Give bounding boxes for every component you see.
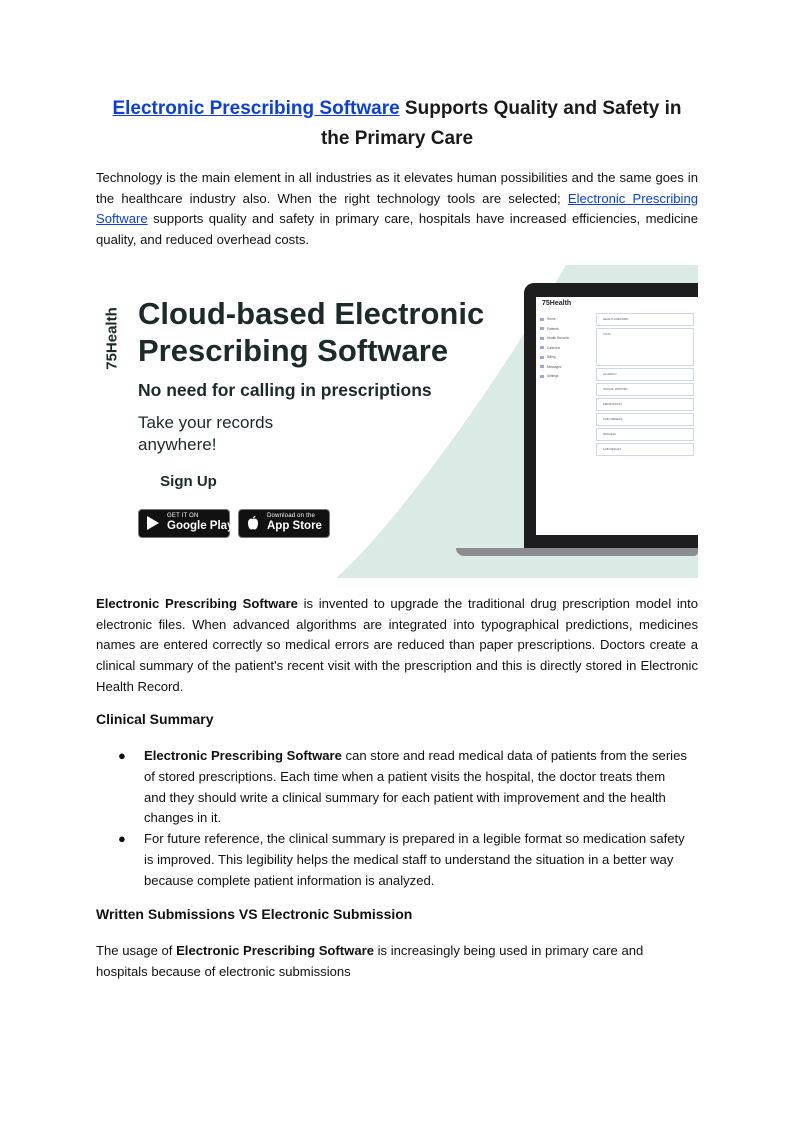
- brand-name: 75Health: [103, 307, 121, 370]
- banner-tagline-line2: anywhere!: [138, 435, 217, 454]
- written-submissions-heading: Written Submissions VS Electronic Submission: [96, 906, 413, 922]
- intro-paragraph: [96, 168, 698, 251]
- screen-side-item: Settings: [540, 374, 595, 384]
- body-paragraph: [96, 594, 698, 698]
- banner-tagline: [138, 412, 273, 456]
- screen-side-item: Home: [540, 317, 595, 327]
- screen-card: SOCIAL HISTORY: [596, 383, 694, 396]
- bullet-icon: ●: [118, 831, 126, 847]
- page-title: [96, 94, 698, 154]
- list-item: [96, 746, 698, 829]
- apple-icon: [245, 515, 261, 531]
- signup-button[interactable]: Sign Up: [138, 468, 239, 495]
- screen-card: ALLERGY: [596, 368, 694, 381]
- title-rest: Supports Quality and Safety in the Primary Care: [320, 98, 682, 149]
- screen-card: IMAGING: [596, 428, 694, 441]
- screen-side-item: Calendar: [540, 346, 595, 356]
- bullet1-bold: Electronic Prescribing Software: [144, 748, 342, 763]
- clinical-bullet-list: [96, 746, 698, 892]
- screen-sidebar: [540, 317, 595, 384]
- written-bold: Electronic Prescribing Software: [176, 943, 374, 958]
- apple-big-text: App Store: [267, 520, 322, 532]
- intro-text-before: Technology is the main element in all industries as it elevates human possibilities and the same goes in the healthcare industry also. When the right technology tools are selected;: [96, 170, 698, 206]
- screen-card: LAB ORDERS: [596, 413, 694, 426]
- bullet1-text: can store and read medical data of patients from the series of stored prescriptions. Each time when a patient visits the hospital, the doctor treats them and they should write a clinical summary for each patient with improvement and the health changes in it.: [144, 748, 687, 826]
- banner-headline: [138, 295, 484, 369]
- screen-side-item: Messages: [540, 365, 595, 375]
- screen-logo: 75Health: [542, 300, 572, 307]
- screen-card: MEDICATION: [596, 398, 694, 411]
- screen-side-item: Patients: [540, 327, 595, 337]
- bullet-icon: ●: [118, 748, 126, 763]
- screen-side-item: Billing: [540, 355, 595, 365]
- brand-logo: [98, 290, 126, 400]
- laptop-mockup: [524, 283, 698, 549]
- banner-headline-line2: Prescribing Software: [138, 333, 449, 368]
- banner-tagline-line1: Take your records: [138, 413, 274, 432]
- screen-main: [596, 313, 694, 469]
- promo-banner: [96, 265, 698, 578]
- app-store-badge[interactable]: [238, 509, 330, 538]
- list-item: [96, 829, 698, 891]
- screen-side-item: Health Records: [540, 336, 595, 346]
- bullet2-text: For future reference, the clinical summary is prepared in a legible format so medication safety is improved. This legibility helps the medical staff to understand the situation in a better way because complete patient information is analyzed.: [144, 831, 685, 888]
- intro-text-after: supports quality and safety in primary care, hospitals have increased efficiencies, medicine quality, and reduced overhead costs.: [96, 211, 698, 248]
- laptop-screen: [536, 297, 698, 535]
- title-link[interactable]: Electronic Prescribing Software: [112, 98, 400, 119]
- intro-link[interactable]: Electronic Prescribing Software: [96, 190, 699, 227]
- screen-card: VITAL: [596, 328, 694, 366]
- screen-card: LAB RESULT: [596, 443, 694, 456]
- laptop-base: [456, 548, 698, 556]
- written-text-before: The usage of: [96, 943, 177, 958]
- screen-card: HEALTH RECORD: [596, 313, 694, 326]
- clinical-summary-heading: Clinical Summary: [96, 711, 214, 727]
- apple-small-text: Download on the: [267, 513, 316, 519]
- banner-headline-line1: Cloud-based Electronic: [138, 296, 485, 331]
- para2-bold: Electronic Prescribing Software: [96, 596, 298, 611]
- written-text-after: is increasingly being used in primary care and hospitals because of electronic submissions: [96, 943, 644, 979]
- google-big-text: Google Play: [167, 520, 234, 532]
- google-play-badge[interactable]: [138, 509, 234, 538]
- para2-text: is invented to upgrade the traditional drug prescription model into electronic files. When advanced algorithms are integrated into typographical predictions, medicines names are entered correctly so medical errors are reduced than paper prescriptions. Doctors create a clinical summary of the patient's recent visit with the prescription and this is directly stored in Electronic Health Record.: [96, 596, 699, 694]
- banner-subheadline: No need for calling in prescriptions: [138, 380, 432, 400]
- play-icon: [145, 515, 161, 531]
- google-small-text: GET IT ON: [167, 513, 199, 519]
- closing-paragraph: [96, 941, 698, 982]
